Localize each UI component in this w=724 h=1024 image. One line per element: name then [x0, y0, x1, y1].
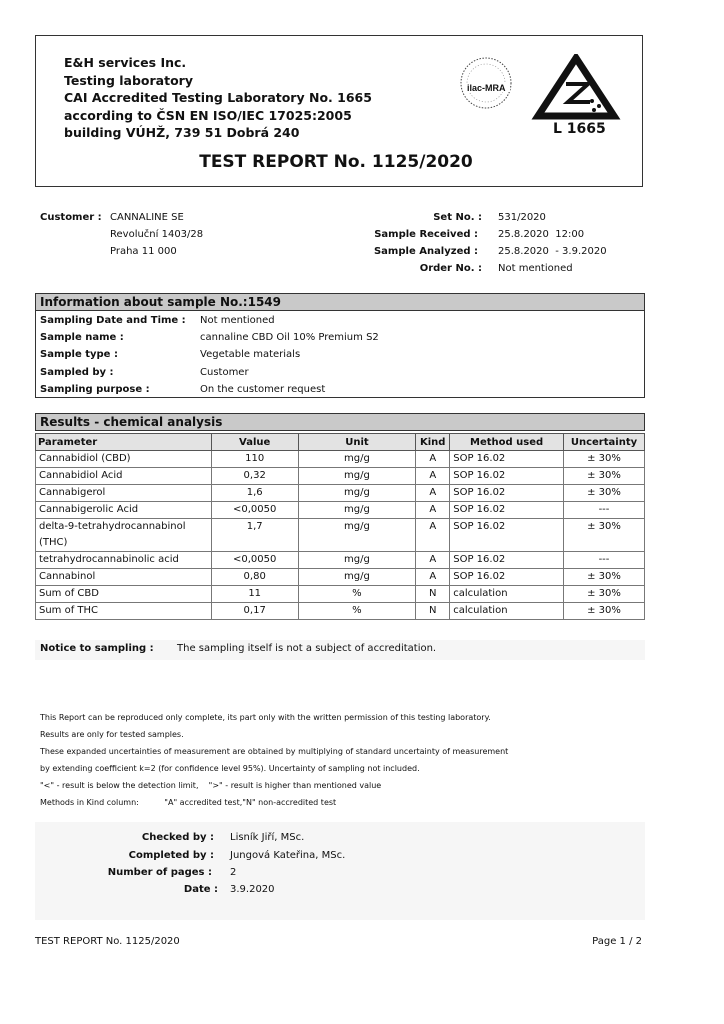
cell-uncertainty: ± 30% [564, 468, 645, 485]
cell-parameter: Sum of THC [36, 603, 212, 620]
set-no-value: 531/2020 [498, 212, 546, 223]
cell-value: 0,80 [211, 569, 298, 586]
cell-uncertainty: ± 30% [564, 586, 645, 603]
cell-unit: mg/g [298, 502, 416, 519]
footer-page-number: Page 1 / 2 [592, 936, 642, 947]
cell-value: 1,7 [211, 519, 298, 552]
cell-parameter: Cannabidiol (CBD) [36, 451, 212, 468]
footer-report-no: TEST REPORT No. 1125/2020 [35, 936, 180, 947]
sample-name-label: Sample name : [40, 332, 124, 343]
fine-print-line: "<" - result is below the detection limit, ">" - result is higher than mentioned value [40, 781, 382, 790]
cell-method: SOP 16.02 [450, 451, 564, 468]
notice-text: The sampling itself is not a subject of accreditation. [177, 643, 437, 654]
order-no-label: Order No. : [419, 263, 482, 274]
lab-standard: according to ČSN EN ISO/IEC 17025:2005 [64, 107, 352, 123]
col-header-parameter: Parameter [36, 434, 212, 451]
cell-parameter: Sum of CBD [36, 586, 212, 603]
cell-uncertainty: ± 30% [564, 603, 645, 620]
cell-uncertainty: ± 30% [564, 485, 645, 502]
lab-type: Testing laboratory [64, 72, 193, 88]
sampled-by-value: Customer [200, 367, 249, 378]
cell-method: calculation [450, 586, 564, 603]
cell-kind: A [416, 502, 450, 519]
cell-parameter: Cannabinol [36, 569, 212, 586]
fine-print-line: This Report can be reproduced only complete, its part only with the written permission of this testing laboratory. [40, 713, 491, 722]
lab-address-block [64, 54, 372, 142]
cell-uncertainty: --- [564, 502, 645, 519]
pages-label: Number of pages : [107, 867, 212, 878]
accreditation-number: L 1665 [553, 121, 606, 137]
completed-by-label: Completed by : [128, 850, 214, 861]
cell-method: SOP 16.02 [450, 552, 564, 569]
results-table [35, 433, 645, 620]
sampling-purpose-value: On the customer request [200, 384, 326, 395]
fine-print [40, 709, 508, 811]
cell-kind: A [416, 451, 450, 468]
cell-method: calculation [450, 603, 564, 620]
date-label: Date : [183, 884, 218, 895]
cell-unit: mg/g [298, 468, 416, 485]
customer-street: Revoluční 1403/28 [110, 229, 204, 240]
sample-received-value: 25.8.2020 12:00 [498, 229, 585, 240]
sampled-by-label: Sampled by : [40, 367, 114, 378]
customer-name: CANNALINE SE [110, 212, 184, 223]
cell-method: SOP 16.02 [450, 485, 564, 502]
cell-unit: mg/g [298, 552, 416, 569]
sampling-date-value: Not mentioned [200, 315, 275, 326]
ilac-text: ilac-MRA [467, 83, 506, 93]
cell-unit: mg/g [298, 519, 416, 552]
completed-by-value: Jungová Kateřina, MSc. [230, 850, 346, 861]
col-header-uncertainty: Uncertainty [564, 434, 645, 451]
table-row [36, 502, 645, 519]
cell-value: 110 [211, 451, 298, 468]
notice-label: Notice to sampling : [40, 643, 154, 654]
fine-print-line: Methods in Kind column: "A" accredited test,"N" non-accredited test [40, 798, 337, 807]
col-header-kind: Kind [416, 434, 450, 451]
sampling-purpose-label: Sampling purpose : [40, 384, 150, 395]
cell-parameter: delta-9-tetrahydrocannabinol (THC) [36, 519, 212, 552]
fine-print-line: These expanded uncertainties of measurement are obtained by multiplying of standard uncertainty of measurement [40, 747, 509, 756]
cell-unit: mg/g [298, 451, 416, 468]
sample-name-value: cannaline CBD Oil 10% Premium S2 [200, 332, 379, 343]
customer-label: Customer : [40, 212, 102, 223]
sample-received-label: Sample Received : [374, 229, 478, 240]
table-row [36, 485, 645, 502]
results-title: Results - chemical analysis [35, 413, 645, 431]
order-no-value: Not mentioned [498, 263, 573, 274]
cell-value: 0,17 [211, 603, 298, 620]
sample-analyzed-value: 25.8.2020 - 3.9.2020 [498, 246, 607, 257]
checked-by-value: Lisník Jiří, MSc. [230, 832, 305, 843]
cell-uncertainty: ± 30% [564, 519, 645, 552]
cell-unit: % [298, 586, 416, 603]
report-title: TEST REPORT No. 1125/2020 [199, 152, 473, 172]
cell-value: <0,0050 [211, 552, 298, 569]
accreditation-logos [458, 54, 633, 142]
table-row [36, 569, 645, 586]
results-header-row [36, 434, 645, 451]
sample-analyzed-label: Sample Analyzed : [373, 246, 478, 257]
sample-type-value: Vegetable materials [200, 349, 301, 360]
date-value: 3.9.2020 [230, 884, 275, 895]
cell-parameter: Cannabigerol [36, 485, 212, 502]
col-header-value: Value [211, 434, 298, 451]
sample-type-label: Sample type : [40, 349, 118, 360]
cell-uncertainty: ± 30% [564, 451, 645, 468]
cell-method: SOP 16.02 [450, 519, 564, 552]
sampling-date-label: Sampling Date and Time : [40, 315, 186, 326]
table-row [36, 468, 645, 485]
col-header-unit: Unit [298, 434, 416, 451]
cell-value: <0,0050 [211, 502, 298, 519]
table-row [36, 451, 645, 468]
table-row [36, 603, 645, 620]
cell-parameter: tetrahydrocannabinolic acid [36, 552, 212, 569]
cell-parameter: Cannabidiol Acid [36, 468, 212, 485]
cell-kind: A [416, 569, 450, 586]
table-row [36, 586, 645, 603]
pages-value: 2 [230, 867, 237, 878]
cell-kind: N [416, 603, 450, 620]
cell-method: SOP 16.02 [450, 468, 564, 485]
lab-name: E&H services Inc. [64, 55, 187, 70]
cell-parameter: Cannabigerolic Acid [36, 502, 212, 519]
lab-accreditation: CAI Accredited Testing Laboratory No. 1665 [64, 90, 372, 105]
cell-value: 11 [211, 586, 298, 603]
cell-kind: A [416, 519, 450, 552]
customer-city: Praha 11 000 [110, 246, 177, 257]
cell-uncertainty: ± 30% [564, 569, 645, 586]
cell-kind: A [416, 485, 450, 502]
table-row [36, 519, 645, 552]
cell-method: SOP 16.02 [450, 569, 564, 586]
cell-kind: N [416, 586, 450, 603]
ilac-mra-logo [458, 54, 633, 142]
set-no-label: Set No. : [433, 212, 482, 223]
cell-kind: A [416, 468, 450, 485]
lab-address: building VÚHŽ, 739 51 Dobrá 240 [64, 125, 300, 140]
cell-method: SOP 16.02 [450, 502, 564, 519]
table-row [36, 552, 645, 569]
cell-kind: A [416, 552, 450, 569]
fine-print-line: by extending coefficient k=2 (for confidence level 95%). Uncertainty of sampling not included. [40, 764, 420, 773]
col-header-method: Method used [450, 434, 564, 451]
sample-info-title: Information about sample No.:1549 [35, 293, 645, 311]
cell-unit: % [298, 603, 416, 620]
fine-print-line: Results are only for tested samples. [40, 730, 184, 739]
cell-value: 0,32 [211, 468, 298, 485]
cell-unit: mg/g [298, 485, 416, 502]
cell-value: 1,6 [211, 485, 298, 502]
cell-unit: mg/g [298, 569, 416, 586]
checked-by-label: Checked by : [141, 832, 214, 843]
cell-uncertainty: --- [564, 552, 645, 569]
